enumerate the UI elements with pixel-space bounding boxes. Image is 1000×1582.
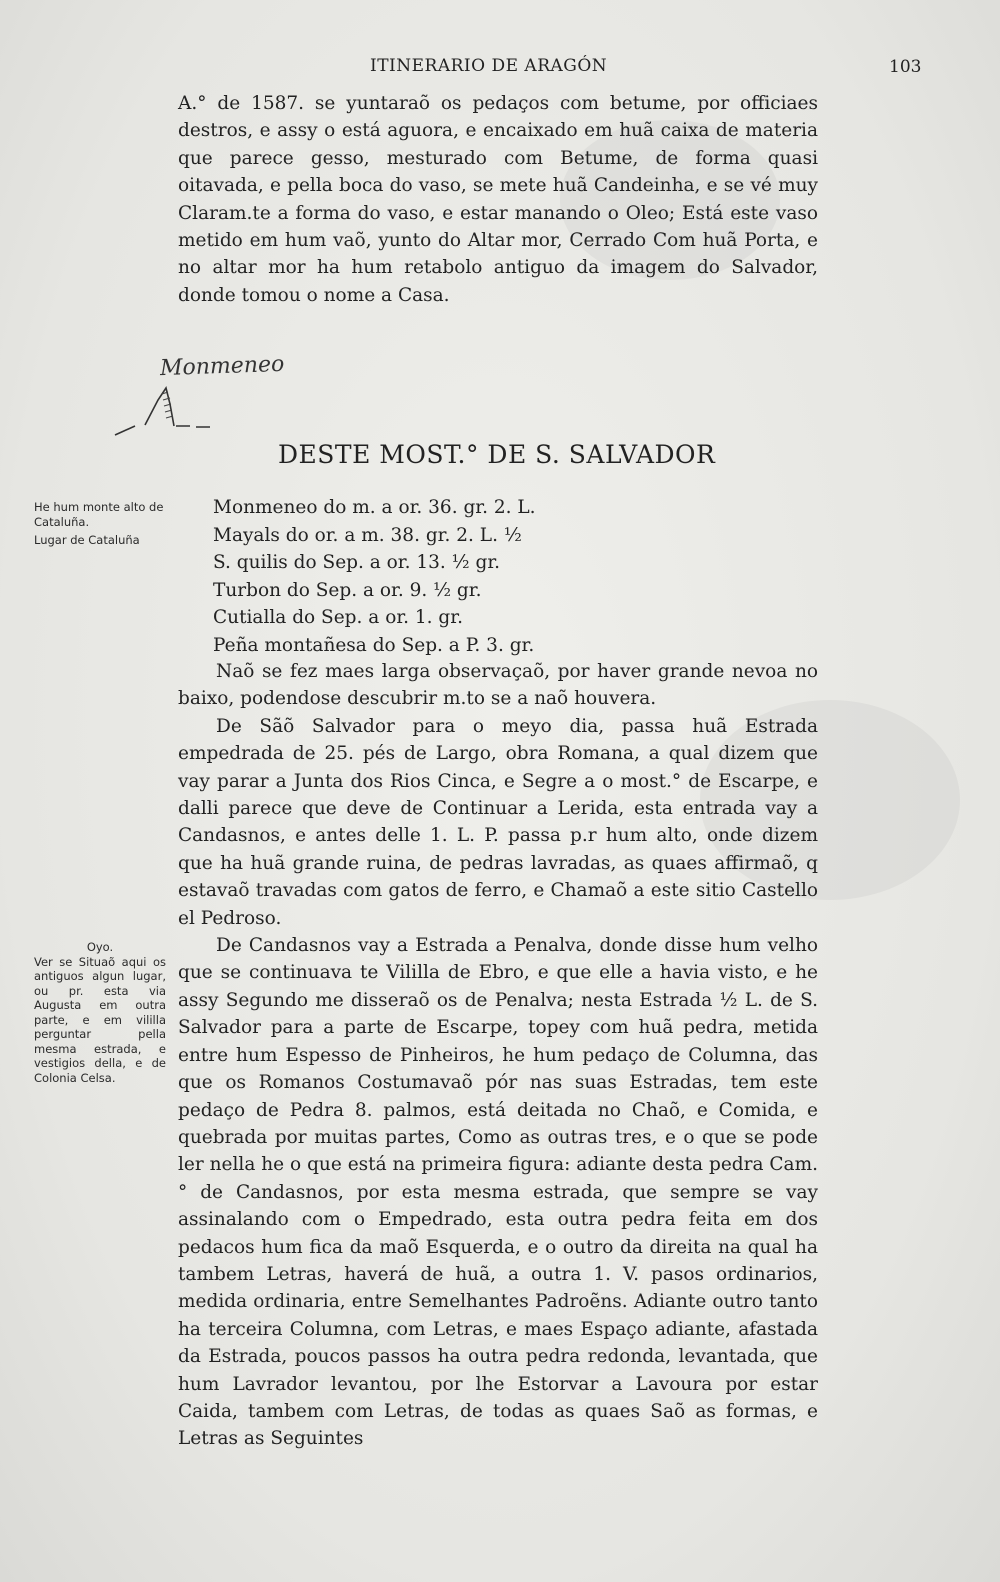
paragraph: Naõ se fez maes larga observaçaõ, por haver grande nevoa no baixo, podendose descubrir m.to se a naõ houvera. — [178, 661, 818, 710]
handwritten-annotation: Monmeneo — [159, 351, 285, 382]
margin-note-body: Ver se Situaõ aqui os antiguos algun lugar, ou pr. esta via Augusta em outra parte, e em vililla perguntar pella mesma estrada, e vestigios della, e de Colonia Celsa. — [34, 954, 166, 1085]
observation-line: Peña montañesa do Sep. a P. 3. gr. — [213, 634, 535, 656]
observation-line: Cutialla do Sep. a or. 1. gr. — [213, 607, 463, 628]
paragraph: De Sãõ Salvador para o meyo dia, passa huã Estrada empedrada de 25. pés de Largo, obra Romana, a qual dizem que vay parar a Junta dos Rios Cinca, e Segre a o most.° de Escarpe, e dalli parece que deve de Continuar a Lerida, esta entrada vay a Candasnos, e antes delle 1. L. P. passa p.r hum alto, onde dizem que ha huã grande ruina, de pedras lavradas, as quaes affirmaõ, q estavaõ travadas com gatos de ferro, e Chamaõ a este sitio Castello el Pedroso. — [178, 715, 818, 929]
observation-list — [213, 494, 536, 659]
page-number: 103 — [889, 57, 922, 77]
observation-line: Turbon do Sep. a or. 9. ½ gr. — [213, 579, 482, 601]
body-paragraph-top — [178, 90, 818, 309]
paragraph: A.° de 1587. se yuntaraõ os pedaços com betume, por officiaes destros, e assy o está aguora, e encaixado em huã caixa de materia que parece gesso, mesturado com Betume, de forma quasi oitavada, e pella boca do vaso, se mete huã Candeinha, e se vé muy Claram.te a forma do vaso, e estar manando o Oleo; Está este vaso metido em hum vaõ, yunto do Altar mor, Cerrado Com huã Porta, e no altar mor ha hum retabolo antiguo da imagem do Salvador, donde tomou o nome a Casa. — [178, 93, 818, 306]
margin-note-head: Oyo. — [86, 940, 114, 954]
section-heading: DESTE MOST.° DE S. SALVADOR — [278, 440, 716, 469]
margin-note — [34, 940, 166, 1085]
observation-line: S. quilis do Sep. a or. 13. ½ gr. — [213, 552, 501, 573]
running-head: ITINERARIO DE ARAGÓN — [370, 56, 608, 76]
paragraph: De Candasnos vay a Estrada a Penalva, donde disse hum velho que se continuava te Vililla de Ebro, e que elle a havia visto, e he assy Segundo me disseraõ os de Penalva; nesta Estrada ½ L. de S. Salvador para a parte de Escarpe, topey com huã pedra, metida entre hum Espesso de Pinheiros, he hum pedaço de Columna, das que os Romanos Costumavaõ pór nas suas Estradas, tem este pedaço de Pedra 8. palmos, está deitada no Chaõ, e Comida, e quebrada por muitas partes, Como as outras tres, e o que se pode ler nella he o que está na primeira figura: adiante desta pedra Cam.° de Candasnos, por esta mesma estrada, que sempre se vay assinalando com o Empedrado, esta outra pedra feita em dos pedacos hum fica da maõ Esquerda, e o outro da direita na qual ha tambem Letras, haverá de huã, a outra 1. V. pasos ordinarios, medida ordinaria, entre Semelhantes Padroẽns. Adiante outro tanto ha terceira Columna, com Letras, e maes Espaço adiante, afastada da Estrada, poucos passos ha outra pedra redonda, levantada, que hum Lavrador levantou, por lhe Estorvar a Lavoura por estar Caida, tambem com Letras, de todas as quaes Saõ as formas, e Letras as Seguintes — [178, 935, 818, 1450]
mountain-sketch-icon — [110, 380, 220, 440]
body-main — [178, 658, 818, 1453]
observation-line: Mayals do or. a m. 38. gr. 2. L. ½ — [213, 524, 522, 546]
margin-note: He hum monte alto de Cataluña. — [34, 500, 164, 529]
margin-note: Lugar de Cataluña — [34, 533, 140, 547]
observation-line: Monmeneo do m. a or. 36. gr. 2. L. — [213, 497, 536, 518]
